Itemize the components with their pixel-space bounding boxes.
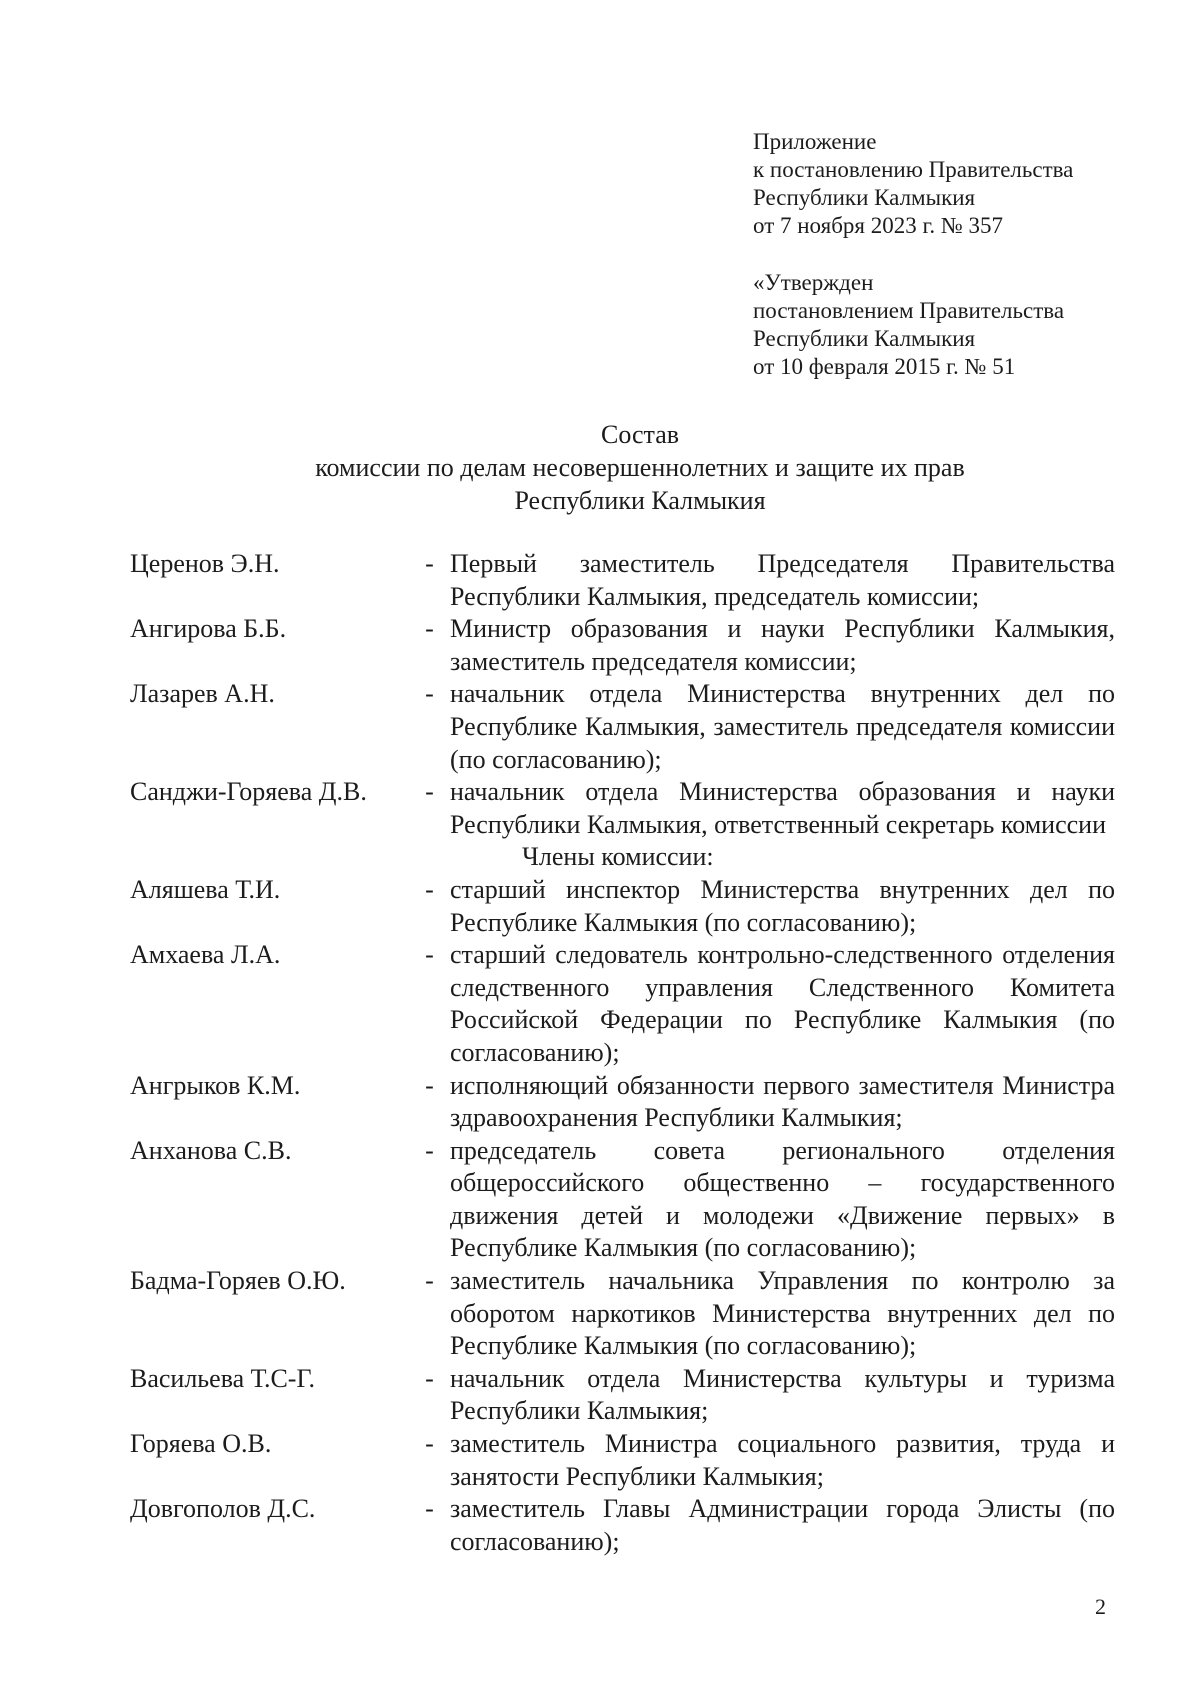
commission-leader-row <box>130 548 1115 613</box>
approval-block <box>753 269 1153 381</box>
appendix-line: Приложение <box>753 129 877 154</box>
member-name: Аляшева Т.И. <box>130 874 281 904</box>
member-name: Бадма-Горяев О.Ю. <box>130 1266 346 1296</box>
commission-member-row <box>130 1493 1115 1558</box>
approval-line: «Утвержден <box>753 270 874 295</box>
separator-dash: - <box>425 940 434 970</box>
member-name: Ангрыков К.М. <box>130 1070 301 1100</box>
separator-dash: - <box>425 679 434 709</box>
member-role: заместитель Министра социального развития, труда и занятости Республики Калмыкия; <box>450 1429 1115 1491</box>
approval-line: Республики Калмыкия <box>753 326 976 351</box>
separator-dash: - <box>425 1266 434 1296</box>
title-line: Республики Калмыкия <box>514 486 766 515</box>
appendix-line: к постановлению Правительства <box>753 157 1074 182</box>
separator-dash: - <box>425 1494 434 1524</box>
separator-dash: - <box>425 1135 434 1165</box>
member-name: Лазарев А.Н. <box>130 679 275 709</box>
commission-leader-row <box>130 613 1115 678</box>
commission-member-row <box>130 1265 1115 1363</box>
approval-line: постановлением Правительства <box>753 298 1065 323</box>
member-role: исполняющий обязанности первого заместителя Министра здравоохранения Республики Калмыкия; <box>450 1070 1115 1133</box>
separator-dash: - <box>425 549 434 578</box>
member-role: заместитель начальника Управления по контролю за оборотом наркотиков Министерства внутренних дел по Республике Калмыкия (по согласованию); <box>450 1266 1115 1361</box>
member-role: Первый заместитель Председателя Правительства Республики Калмыкия, председатель комиссии; <box>450 549 1115 611</box>
separator-dash: - <box>425 1363 434 1393</box>
title-line: комиссии по делам несовершеннолетних и защите их прав <box>315 453 965 482</box>
commission-list <box>130 548 1115 1558</box>
commission-member-row <box>130 1070 1115 1135</box>
appendix-block <box>753 128 1153 240</box>
member-name: Довгополов Д.С. <box>130 1494 316 1524</box>
approval-line: от 10 февраля 2015 г. № 51 <box>753 354 1016 379</box>
member-name: Васильева Т.С-Г. <box>130 1363 316 1393</box>
member-role: старший следователь контрольно-следственного отделения следственного управления Следственного Комитета Российской Федерации по Республике Калмыкия (по согласованию); <box>450 940 1115 1067</box>
document-title <box>200 418 1080 517</box>
member-role: начальник отдела Министерства культуры и туризма Республики Калмыкия; <box>450 1363 1115 1426</box>
member-role: председатель совета регионального отделения общероссийского общественно – государственного движения детей и молодежи «Движение первых» в Республике Калмыкия (по согласованию); <box>450 1135 1115 1263</box>
member-name: Горяева О.В. <box>130 1429 272 1459</box>
members-section-label: Члены комиссии: <box>522 842 714 872</box>
member-name: Церенов Э.Н. <box>130 549 280 578</box>
commission-member-row <box>130 939 1115 1069</box>
commission-leader-row <box>130 776 1115 841</box>
member-role: старший инспектор Министерства внутренних дел по Республике Калмыкия (по согласованию); <box>450 874 1115 937</box>
member-role: начальник отдела Министерства образования и науки Республики Калмыкия, ответственный секретарь комиссии <box>450 777 1115 839</box>
commission-member-row <box>130 874 1115 939</box>
commission-member-row <box>130 1135 1115 1265</box>
commission-member-row <box>130 1363 1115 1428</box>
separator-dash: - <box>425 777 434 807</box>
member-name: Ангирова Б.Б. <box>130 614 287 644</box>
appendix-line: от 7 ноября 2023 г. № 357 <box>753 213 1004 238</box>
separator-dash: - <box>425 1429 434 1459</box>
member-role: Министр образования и науки Республики Калмыкия, заместитель председателя комиссии; <box>450 614 1115 676</box>
separator-dash: - <box>425 874 434 904</box>
member-name: Санджи-Горяева Д.В. <box>130 777 367 807</box>
separator-dash: - <box>425 614 434 644</box>
title-line: Состав <box>600 420 680 449</box>
page-number: 2 <box>1095 1594 1106 1619</box>
appendix-line: Республики Калмыкия <box>753 185 976 210</box>
commission-member-row <box>130 1428 1115 1493</box>
commission-leader-row <box>130 678 1115 776</box>
member-name: Амхаева Л.А. <box>130 940 281 970</box>
separator-dash: - <box>425 1070 434 1100</box>
member-name: Анханова С.В. <box>130 1135 292 1165</box>
member-role: заместитель Главы Администрации города Элисты (по согласованию); <box>450 1494 1115 1556</box>
member-role: начальник отдела Министерства внутренних дел по Республике Калмыкия, заместитель председателя комиссии (по согласованию); <box>450 679 1115 774</box>
